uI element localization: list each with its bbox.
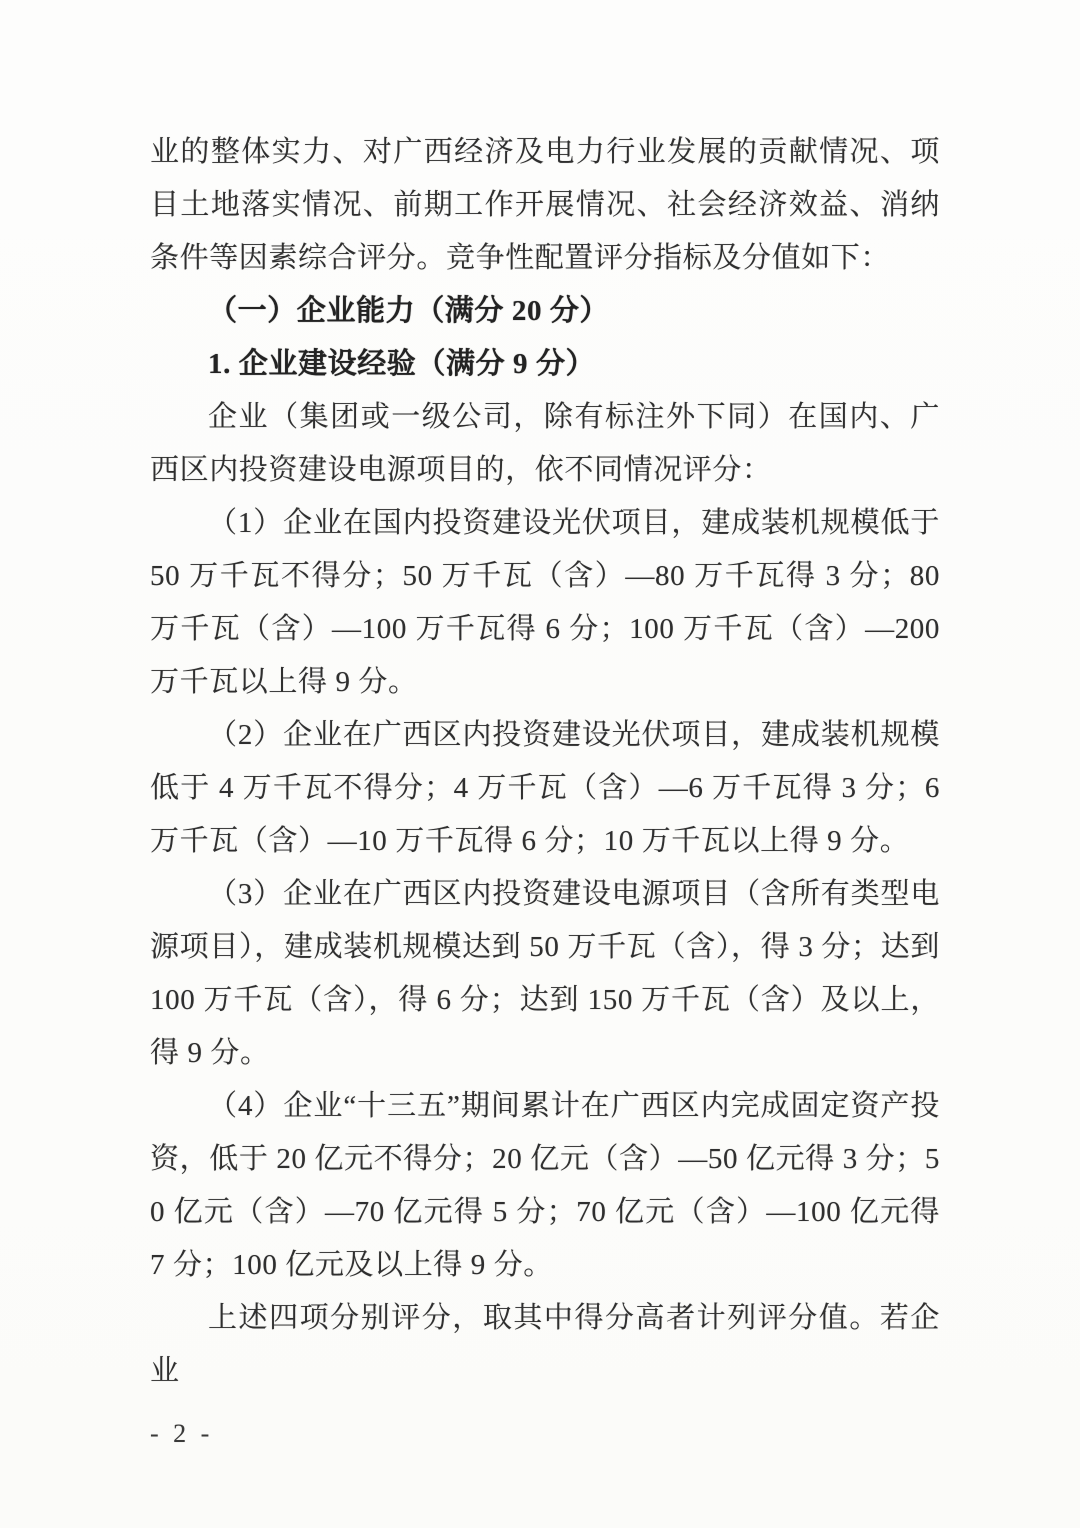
paragraph-continuation-intro: 业的整体实力、对广西经济及电力行业发展的贡献情况、项目土地落实情况、前期工作开展情况、社会经济效益、消纳条件等因素综合评分。竞争性配置评分指标及分值如下：	[150, 136, 940, 274]
section-heading-enterprise-capability: （一）企业能力（满分 20 分）	[208, 295, 610, 327]
paragraph-scoring-intro: 企业（集团或一级公司，除有标注外下同）在国内、广西区内投资建设电源项目的，依不同情况评分：	[150, 401, 940, 486]
page-number: - 2 -	[150, 1419, 214, 1448]
subsection-heading-construction-experience: 1. 企业建设经验（满分 9 分）	[208, 348, 596, 380]
paragraph-item-4-fixed-asset-investment: （4）企业“十三五”期间累计在广西区内完成固定资产投资，低于 20 亿元不得分；20 亿元（含）—50 亿元得 3 分；50 亿元（含）—70 亿元得 5 分；70 亿元（含）—100 亿元得 7 分；100 亿元及以上得 9 分。	[150, 1090, 940, 1281]
paragraph-scoring-rule: 上述四项分别评分，取其中得分高者计列评分值。若企业	[150, 1302, 940, 1387]
paragraph-item-1-national-pv: （1）企业在国内投资建设光伏项目，建成装机规模低于 50 万千瓦不得分；50 万千瓦（含）—80 万千瓦得 3 分；80 万千瓦（含）—100 万千瓦得 6 分；100 万千瓦（含）—200 万千瓦以上得 9 分。	[150, 507, 940, 698]
paragraph-item-2-guangxi-pv: （2）企业在广西区内投资建设光伏项目，建成装机规模低于 4 万千瓦不得分；4 万千瓦（含）—6 万千瓦得 3 分；6 万千瓦（含）—10 万千瓦得 6 分；10 万千瓦以上得 9 分。	[150, 719, 940, 857]
paragraph-item-3-guangxi-power: （3）企业在广西区内投资建设电源项目（含所有类型电源项目），建成装机规模达到 50 万千瓦（含），得 3 分；达到 100 万千瓦（含），得 6 分；达到 150 万千瓦（含）及以上，得 9 分。	[150, 878, 940, 1069]
